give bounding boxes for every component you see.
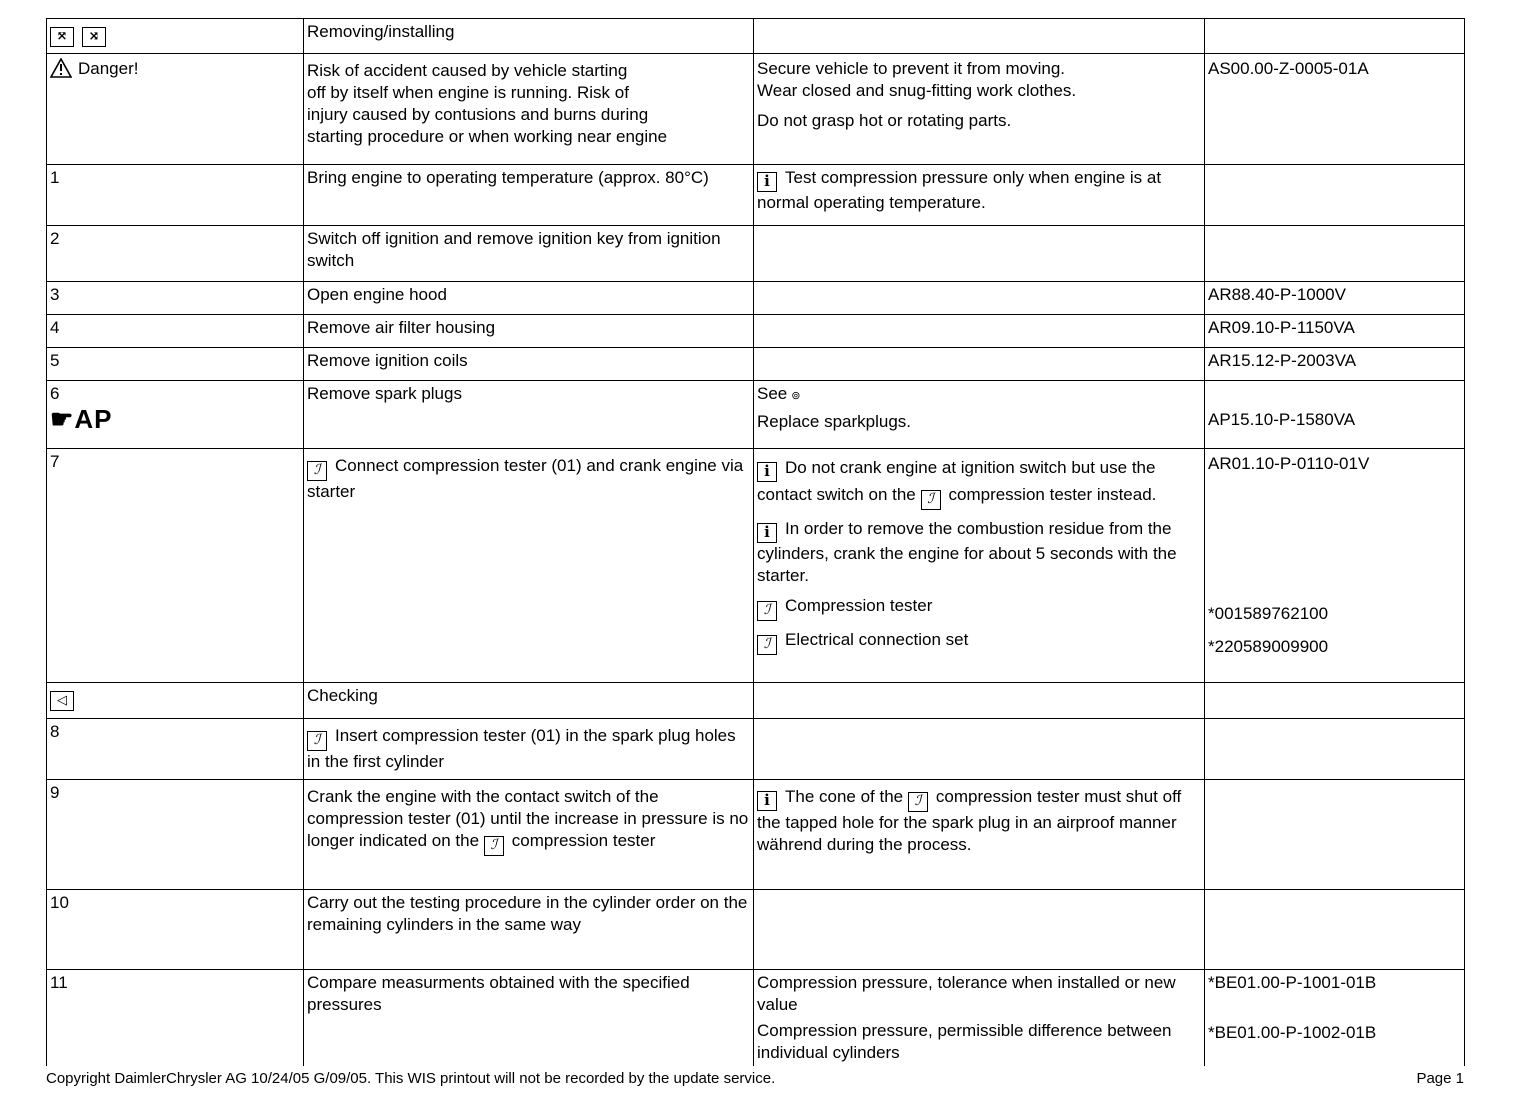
- table-row: [47, 449, 1465, 683]
- special-tool-icon: ℐ: [307, 461, 327, 481]
- section-title: Checking: [304, 683, 754, 719]
- step-text-cell: ℐ Connect compression tester (01) and crank engine via starter: [304, 449, 754, 683]
- step-note: i Test compression pressure only when engine is at normal operating temperature.: [754, 165, 1205, 226]
- step-number: 8: [47, 719, 304, 780]
- step-text: Carry out the testing procedure in the cylinder order on the remaining cylinders in the same way: [304, 890, 754, 970]
- link-icon[interactable]: ⊚: [791, 390, 801, 402]
- info-icon: i: [757, 791, 777, 811]
- special-tool-icon: ℐ: [757, 601, 777, 621]
- step-reference[interactable]: AR15.12-P-2003VA: [1205, 348, 1465, 381]
- page-number: Page 1: [1416, 1070, 1464, 1087]
- table-row: [47, 282, 1465, 315]
- danger-label: Danger!: [78, 59, 139, 78]
- checking-icon: ◁: [50, 691, 74, 711]
- table-row: [47, 890, 1465, 970]
- special-tool-icon: ℐ: [908, 792, 928, 812]
- info-icon: i: [757, 462, 777, 482]
- step-text-cell: Crank the engine with the contact switch of the compression tester (01) until the increase in pressure is no longer indicated on the ℐ compression tester: [304, 780, 754, 890]
- step-text: Open engine hood: [304, 282, 754, 315]
- step-number: 1: [47, 165, 304, 226]
- step-reference[interactable]: AP15.10-P-1580VA: [1208, 410, 1356, 429]
- special-tool-icon: ℐ: [307, 731, 327, 751]
- ap-label: AP: [74, 404, 113, 434]
- step-text: Bring engine to operating temperature (approx. 80°C): [304, 165, 754, 226]
- step-number: 2: [47, 226, 304, 282]
- tool-reference[interactable]: *001589762100: [1208, 604, 1329, 623]
- danger-measures: Secure vehicle to prevent it from moving. Wear closed and snug-fitting work clothes. Do not grasp hot or rotating parts.: [754, 54, 1205, 165]
- step-reference[interactable]: AR09.10-P-1150VA: [1205, 315, 1465, 348]
- copyright-notice: Copyright DaimlerChrysler AG 10/24/05 G/09/05. This WIS printout will not be recorded by the update service.: [46, 1070, 776, 1087]
- procedure-table: [46, 18, 1465, 1066]
- remove-install-icons-cell: [47, 19, 304, 54]
- table-row: [47, 970, 1465, 1067]
- step-note: i The cone of the ℐ compression tester must shut off the tapped hole for the spark plug in an airproof manner während during the process.: [754, 780, 1205, 890]
- table-row: [47, 381, 1465, 449]
- checking-icon-cell: [47, 683, 304, 719]
- section-title: Removing/installing: [304, 19, 754, 54]
- special-tool-icon: ℐ: [921, 490, 941, 510]
- step-text-cell: ℐ Insert compression tester (01) in the spark plug holes in the first cylinder: [304, 719, 754, 780]
- table-row: [47, 54, 1465, 165]
- table-row: [47, 19, 1465, 54]
- table-row: [47, 719, 1465, 780]
- table-row: [47, 780, 1465, 890]
- danger-reference: AS00.00-Z-0005-01A: [1205, 54, 1465, 165]
- info-icon: i: [757, 172, 777, 192]
- step-text: Remove air filter housing: [304, 315, 754, 348]
- special-tool-icon: ℐ: [484, 836, 504, 856]
- step-text: Switch off ignition and remove ignition key from ignition switch: [304, 226, 754, 282]
- pointing-hand-icon: ☛: [50, 404, 75, 434]
- danger-risk: Risk of accident caused by vehicle starting off by itself when engine is running. Risk of injury caused by contusions and burns during starting procedure or when working near engine: [304, 54, 754, 165]
- remove-icon: ⤧: [50, 27, 74, 47]
- step-number: 11: [47, 970, 304, 1067]
- table-row: [47, 226, 1465, 282]
- danger-cell: [47, 54, 304, 165]
- info-icon: i: [757, 523, 777, 543]
- spec-reference[interactable]: *BE01.00-P-1002-01B: [1208, 1023, 1377, 1042]
- step-text: Remove ignition coils: [304, 348, 754, 381]
- step-reference-cell: [1205, 449, 1465, 683]
- step-number: 7: [47, 449, 304, 683]
- step-note: See ⊚ Replace sparkplugs.: [754, 381, 1205, 449]
- spec-cell: Compression pressure, tolerance when installed or new value Compression pressure, permissible difference between individual cylinders: [754, 970, 1205, 1067]
- step-reference-cell: [1205, 381, 1465, 449]
- step-number: 9: [47, 780, 304, 890]
- warning-triangle-icon: [50, 58, 72, 78]
- install-icon: ⤨: [82, 27, 106, 47]
- special-tool-icon: ℐ: [757, 635, 777, 655]
- step-number: 3: [47, 282, 304, 315]
- step-reference[interactable]: AR01.10-P-0110-01V: [1208, 454, 1370, 473]
- table-row: [47, 315, 1465, 348]
- table-row: [47, 165, 1465, 226]
- step-text: Remove spark plugs: [304, 381, 754, 449]
- step-number-cell: [47, 381, 304, 449]
- tool-reference[interactable]: *220589009900: [1208, 637, 1329, 656]
- step-number: 5: [47, 348, 304, 381]
- spec-reference[interactable]: *BE01.00-P-1001-01B: [1208, 973, 1377, 992]
- spec-reference-cell: [1205, 970, 1465, 1067]
- step-number: 6: [50, 384, 60, 403]
- step-text: Compare measurments obtained with the specified pressures: [304, 970, 754, 1067]
- step-notes-cell: i Do not crank engine at ignition switch but use the contact switch on the ℐ compression tester instead. i In order to remove the combustion residue from the cylinders, crank the engine for about 5 seconds with the starter. ℐ Compression tester ℐ Electrical connection set: [754, 449, 1205, 683]
- step-reference[interactable]: AR88.40-P-1000V: [1205, 282, 1465, 315]
- step-number: 10: [47, 890, 304, 970]
- table-row: [47, 348, 1465, 381]
- table-row: [47, 683, 1465, 719]
- step-number: 4: [47, 315, 304, 348]
